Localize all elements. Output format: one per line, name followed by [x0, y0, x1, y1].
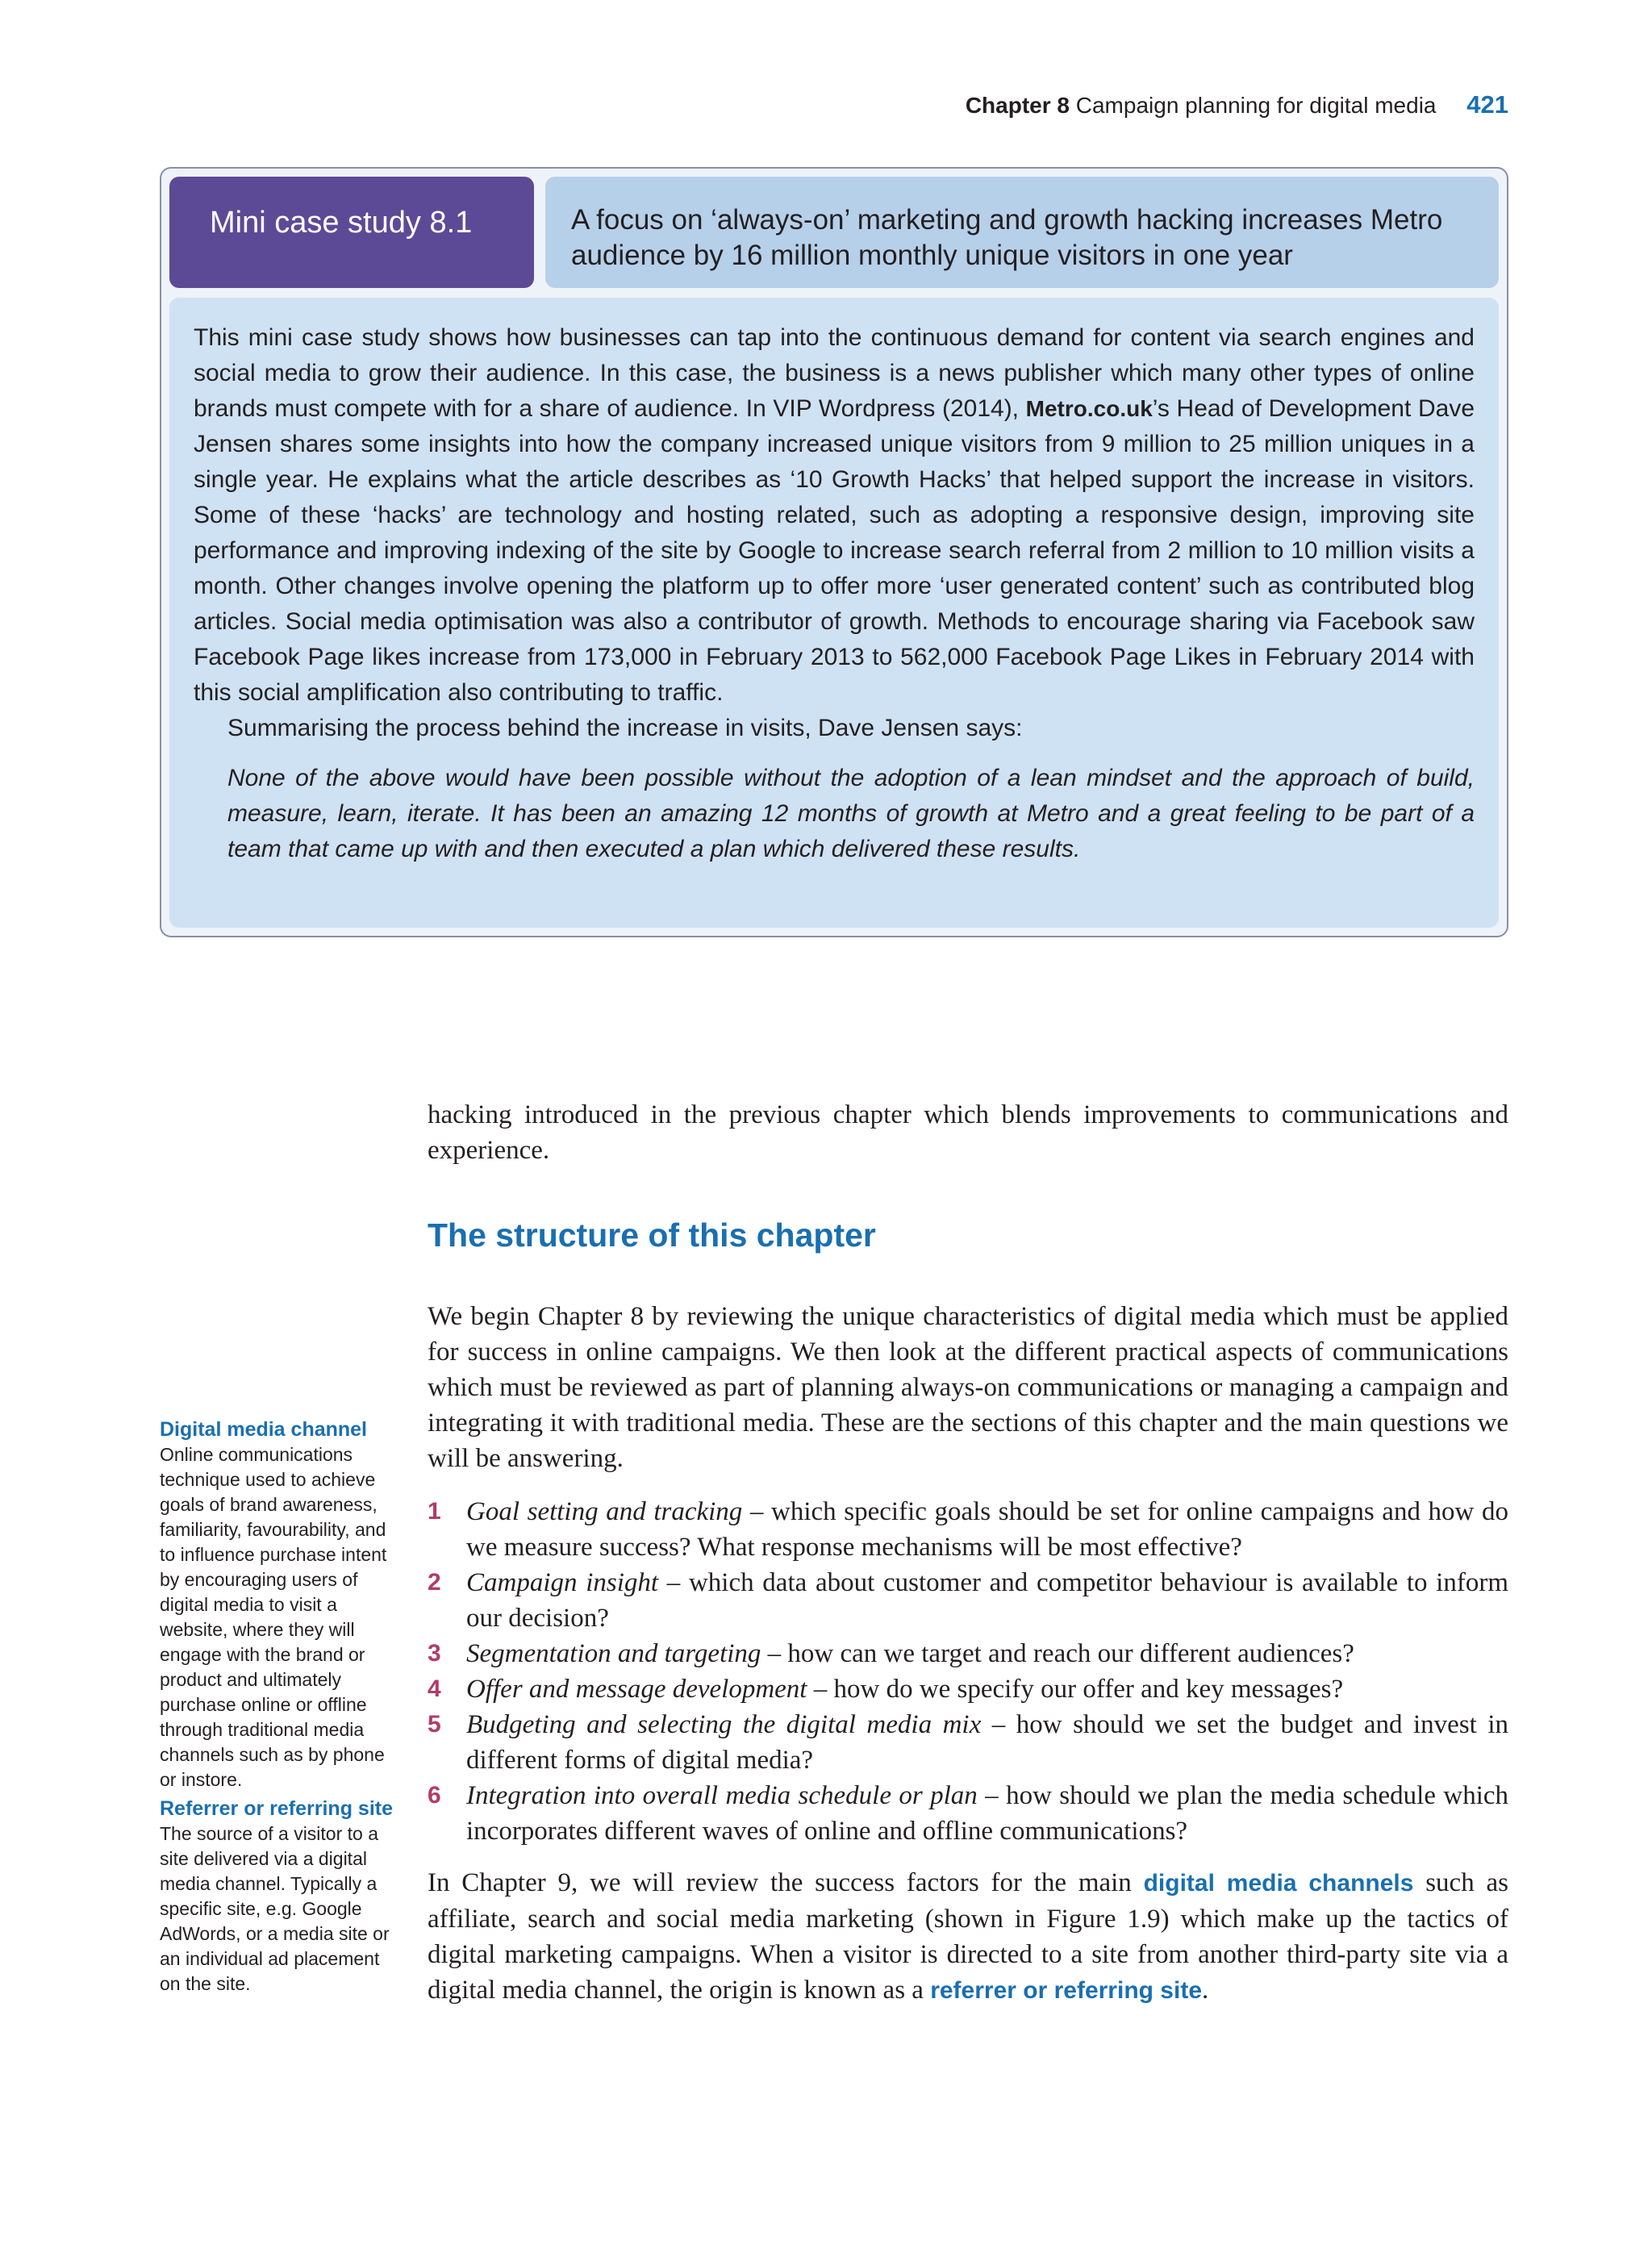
- list-item: [428, 1778, 1508, 1849]
- list-item: [428, 1707, 1508, 1778]
- list-text: – how should we set the budget and invest in different forms of digital media?: [466, 1710, 1508, 1775]
- closing-text-part: In Chapter 9, we will review the success factors for the main: [428, 1868, 1144, 1897]
- margin-definition-digital-media-channel: [160, 1417, 398, 1792]
- margin-term: Referrer or referring site: [160, 1797, 394, 1820]
- list-topic: Offer and message development: [466, 1675, 807, 1704]
- chapter-sections-list: [428, 1494, 1508, 1849]
- case-text: This mini case study shows how businesses can tap into the continuous demand for content via search engines and social media to grow their audience. In this case, the business is a news publisher which many other types of online brands must compete with for a share of audience. In VIP Wordpress (2014),: [194, 324, 1475, 422]
- list-number: 6: [428, 1782, 441, 1809]
- closing-paragraph: [428, 1865, 1508, 2009]
- case-text: ’s Head of Development Dave Jensen shares some insights into how the company increased unique visitors from 9 million to 25 million uniques in a single year. He explains what the article describes as ‘10 Growth Hacks’ that helped support the increase in visitors. Some of these ‘hacks’ are technology and hosting related, such as adopting a responsive design, improving site performance and improving indexing of the site by Google to increase search referral from 2 million to 10 million visits a month. Other changes involve opening the platform up to offer more ‘user generated content’ such as contributed blog articles. Social media optimisation was also a contributor of growth. Methods to encourage sharing via Facebook saw Facebook Page likes increase from 173,000 in February 2013 to 562,000 Facebook Page Likes in February 2014 with this social amplification also contributing to traffic.: [194, 395, 1475, 706]
- list-number: 3: [428, 1640, 441, 1667]
- list-text: – which specific goals should be set for online campaigns and how do we measure success? What response mechanisms will be most effective?: [466, 1497, 1508, 1562]
- list-item: [428, 1671, 1508, 1707]
- case-study-label: Mini case study 8.1: [169, 177, 534, 288]
- list-topic: Integration into overall media schedule or plan: [466, 1781, 978, 1810]
- margin-definition-referrer: [160, 1796, 398, 1997]
- list-number: 2: [428, 1569, 441, 1596]
- brand-name: Metro.co.uk: [1025, 396, 1153, 421]
- list-topic: Campaign insight: [466, 1568, 659, 1597]
- list-item: [428, 1565, 1508, 1636]
- closing-text-part: .: [1202, 1976, 1209, 2005]
- list-text: – how can we target and reach our different audiences?: [761, 1639, 1354, 1668]
- list-text: – how do we specify our offer and key messages?: [807, 1675, 1344, 1704]
- chapter-label: Chapter 8: [965, 93, 1070, 118]
- keyword-referrer: referrer or referring site: [930, 1977, 1202, 2004]
- closing-text: [428, 1865, 1508, 2009]
- list-text: – which data about customer and competitor behaviour is available to inform our decision?: [466, 1568, 1509, 1633]
- case-study-paragraph: Summarising the process behind the increase in visits, Dave Jensen says:: [227, 715, 1023, 741]
- closing-text-part: such as affiliate, search and social media marketing (shown in Figure 1.9) which make up the tactics of digital marketing campaigns. When a visitor is directed to a site from another third-party site via a digital media channel, the origin is known as a: [428, 1868, 1508, 2005]
- list-topic: Budgeting and selecting the digital media mix: [466, 1710, 982, 1739]
- case-study-body: [169, 298, 1499, 928]
- list-topic: Segmentation and targeting: [466, 1639, 761, 1668]
- list-number: 4: [428, 1675, 441, 1702]
- list-number: 1: [428, 1498, 441, 1525]
- margin-term: Digital media channel: [160, 1418, 368, 1441]
- list-item: [428, 1636, 1508, 1671]
- margin-definition: The source of a visitor to a site delivered via a digital media channel. Typically a specific site, e.g. Google AdWords, or a media site or an individual ad placement on the site.: [160, 1823, 390, 1994]
- page-number: 421: [1466, 90, 1508, 119]
- mini-case-study-box: [160, 167, 1508, 937]
- chapter-title: Campaign planning for digital media: [1075, 93, 1437, 118]
- case-study-title: A focus on ‘always-on’ marketing and growth hacking increases Metro audience by 16 million monthly unique visitors in one year: [545, 177, 1499, 288]
- lead-paragraph: [428, 1097, 1508, 1168]
- intro-paragraph: [428, 1299, 1508, 1476]
- list-number: 5: [428, 1711, 441, 1738]
- list-item: [428, 1494, 1508, 1565]
- case-study-quote: None of the above would have been possible without the adoption of a lean mindset and the approach of build, measure, learn, iterate. It has been an amazing 12 months of growth at Metro and a great feeling to be part of a team that came up with and then executed a plan which delivered these results.: [227, 765, 1475, 862]
- keyword-digital-media-channels: digital media channels: [1143, 1870, 1414, 1897]
- intro-text: We begin Chapter 8 by reviewing the unique characteristics of digital media which must be applied for success in online campaigns. We then look at the different practical aspects of communications which must be reviewed as part of planning always-on communications or managing a campaign and integrating it with traditional media. These are the sections of this chapter and the main questions we will be answering.: [428, 1302, 1508, 1473]
- list-topic: Goal setting and tracking: [466, 1497, 743, 1526]
- section-heading: The structure of this chapter: [428, 1216, 876, 1254]
- running-header: [966, 90, 1508, 119]
- list-text: – how should we plan the media schedule which incorporates different waves of online and offline communications?: [466, 1781, 1509, 1846]
- margin-definition: Online communications technique used to achieve goals of brand awareness, familiarity, favourability, and to influence purchase intent by encouraging users of digital media to visit a website, where they will engage with the brand or product and ultimately purchase online or offline through traditional media channels such as by phone or instore.: [160, 1444, 387, 1790]
- case-study-paragraph: [194, 320, 1475, 711]
- lead-text: hacking introduced in the previous chapter which blends improvements to communications and experience.: [428, 1100, 1508, 1165]
